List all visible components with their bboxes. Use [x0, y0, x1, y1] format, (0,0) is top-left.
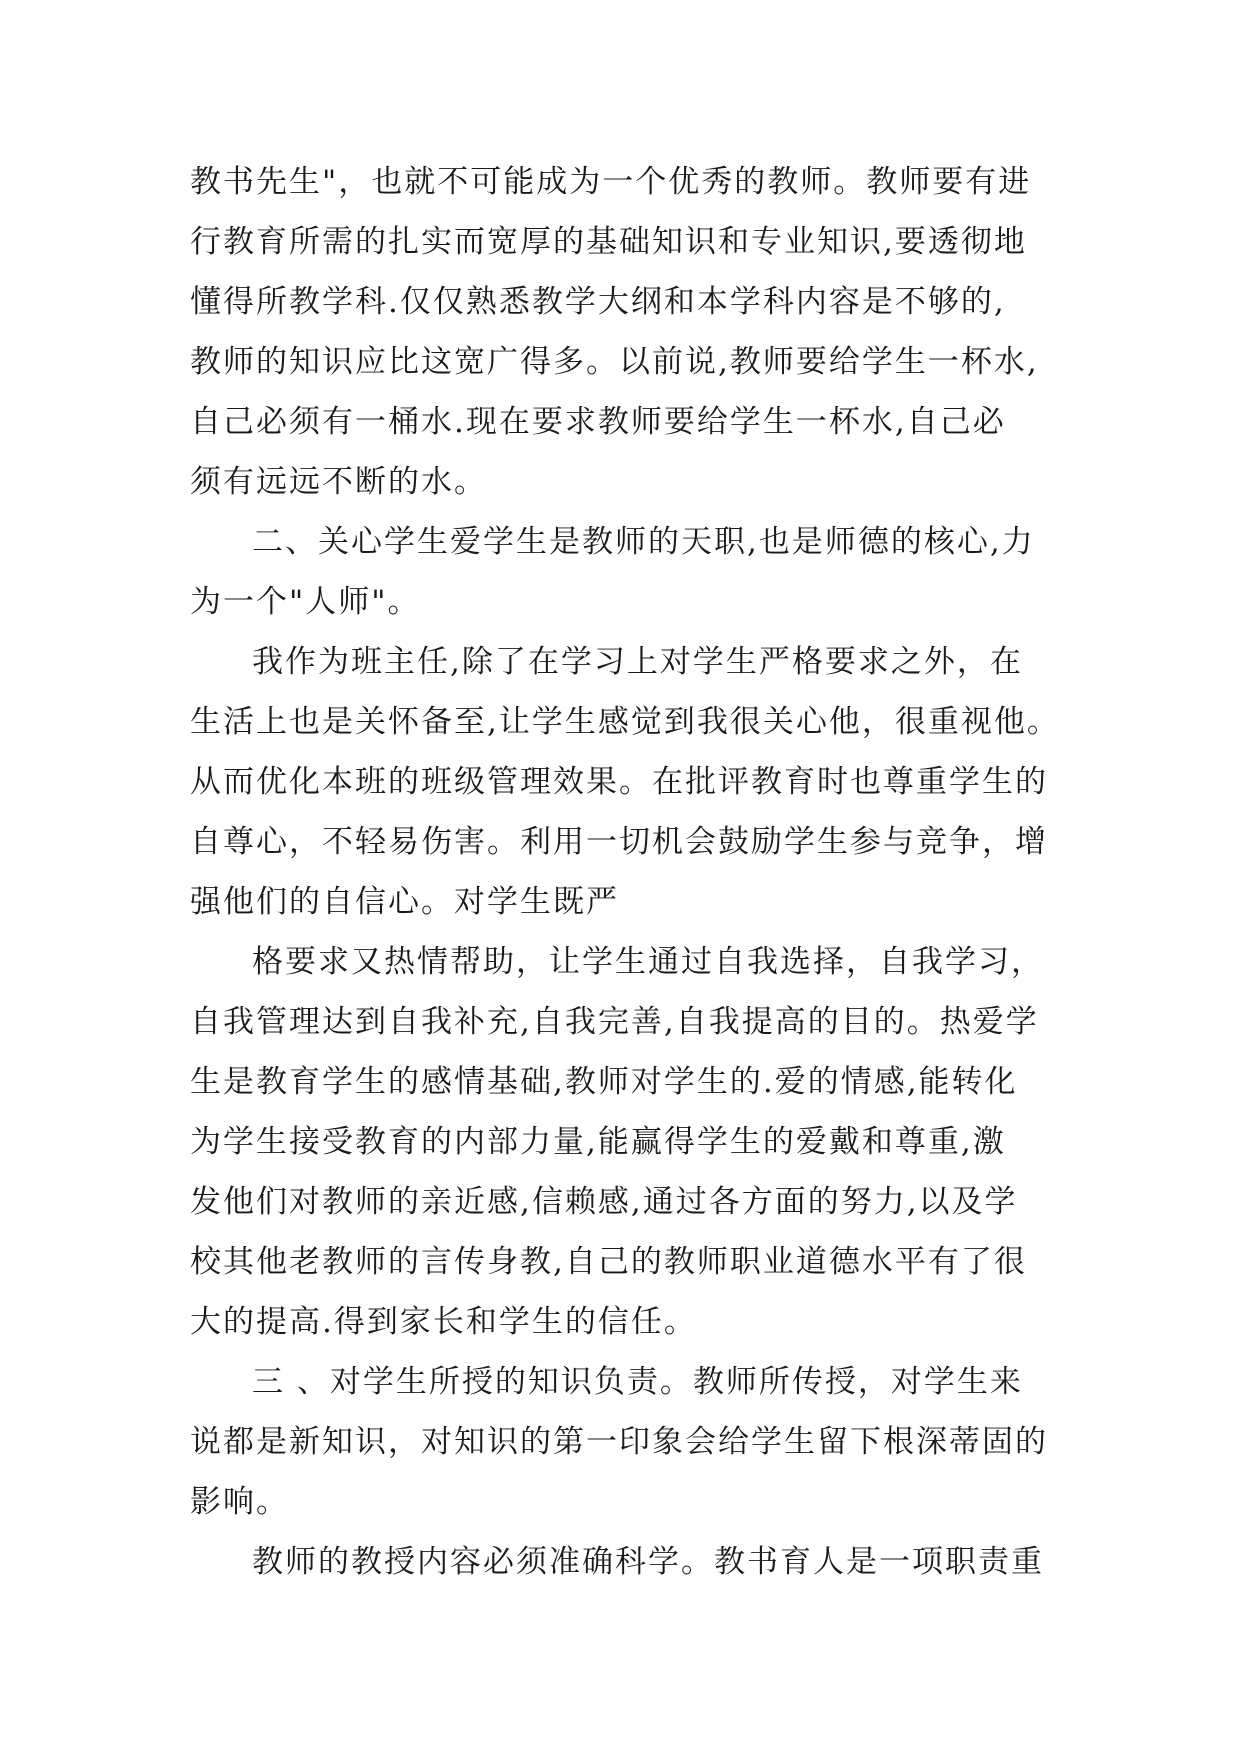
text-line: 自己必须有一桶水.现在要求教师要给学生一杯水,自己必 [190, 404, 1006, 440]
text-line: 大的提高.得到家长和学生的信任。 [190, 1304, 697, 1340]
text-line: 二、关心学生爱学生是教师的天职,也是师德的核心,力 [252, 524, 1035, 560]
text-line: 教师的教授内容必须准确科学。教书育人是一项职责重 [252, 1544, 1044, 1580]
text-line: 校其他老教师的言传身教,自己的教师职业道德水平有了很 [190, 1244, 1027, 1280]
text-line: 自我管理达到自我补充,自我完善,自我提高的目的。热爱学 [190, 1004, 1039, 1040]
text-line: 生活上也是关怀备至,让学生感觉到我很关心他，很重视他。 [190, 704, 1060, 740]
text-line: 发他们对教师的亲近感,信赖感,通过各方面的努力,以及学 [190, 1184, 1018, 1220]
text-line: 从而优化本班的班级管理效果。在批评教育时也尊重学生的 [190, 764, 1048, 800]
text-line: 教师的知识应比这宽广得多。以前说,教师要给学生一杯水, [190, 344, 1039, 380]
paragraph-1 [190, 152, 1050, 512]
text-line: 为一个"人师"。 [190, 584, 421, 620]
text-line: 格要求又热情帮助，让学生通过自我选择，自我学习， [252, 944, 1044, 980]
text-line: 教书先生"，也就不可能成为一个优秀的教师。教师要有进 [190, 164, 1032, 200]
text-line: 三 、对学生所授的知识负责。教师所传授，对学生来 [252, 1364, 1023, 1400]
paragraph-2 [190, 512, 1050, 632]
text-line: 行教育所需的扎实而宽厚的基础知识和专业知识,要透彻地 [190, 224, 1027, 260]
text-line: 须有远远不断的水。 [190, 464, 487, 500]
text-line: 强他们的自信心。对学生既严 [190, 884, 619, 920]
text-line: 我作为班主任,除了在学习上对学生严格要求之外，在 [252, 644, 1023, 680]
text-line: 影响。 [190, 1484, 289, 1520]
text-line: 懂得所教学科.仅仅熟悉教学大纲和本学科内容是不够的, [190, 284, 1006, 320]
paragraph-5 [190, 1352, 1050, 1532]
paragraph-3 [190, 632, 1060, 932]
paragraph-4 [190, 932, 1050, 1352]
document-page [190, 152, 1060, 1592]
text-line: 说都是新知识，对知识的第一印象会给学生留下根深蒂固的 [190, 1424, 1048, 1460]
text-line: 为学生接受教育的内部力量,能赢得学生的爱戴和尊重,激 [190, 1124, 1006, 1160]
text-line: 自尊心，不轻易伤害。利用一切机会鼓励学生参与竞争，增 [190, 824, 1048, 860]
text-line: 生是教育学生的感情基础,教师对学生的.爱的情感,能转化 [190, 1064, 1018, 1100]
paragraph-6 [190, 1532, 1050, 1592]
